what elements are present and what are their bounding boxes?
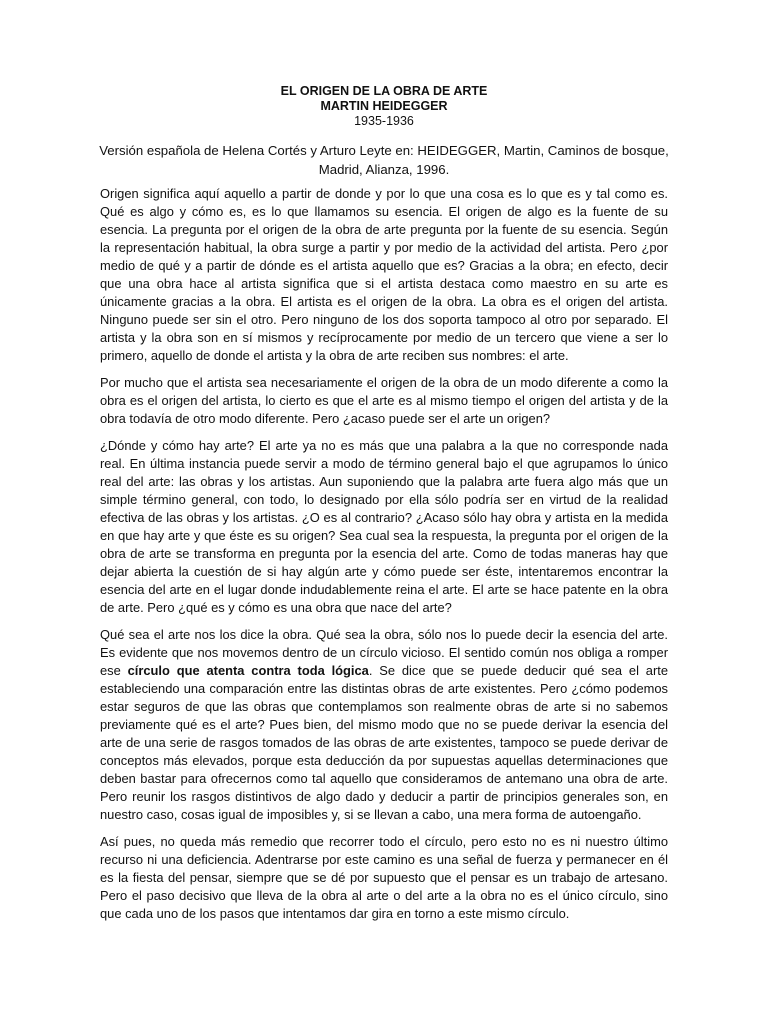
version-note: Versión española de Helena Cortés y Arturo Leyte en: HEIDEGGER, Martin, Caminos de bosque, Madrid, Alianza, 1996. <box>99 143 669 177</box>
document-years: 1935-1936 <box>354 114 414 128</box>
document-title: EL ORIGEN DE LA OBRA DE ARTE <box>280 84 488 98</box>
paragraph-4-start: Qué sea el arte nos los dice la obra. Qué sea la obra, sólo nos lo puede decir la esencia del arte. Es evidente que nos movemos dentro de un círculo vicioso. El sentido común nos obliga a romper ese <box>100 627 668 678</box>
paragraph-5: Así pues, no queda más remedio que recorrer todo el círculo, pero esto no es ni nuestro último recurso ni una deficiencia. Adentrarse por este camino es una señal de fuerza y permanecer en él es la fiesta del pensar, siempre que se dé por supuesto que el pensar es un trabajo de artesano. Pero el paso decisivo que lleva de la obra al arte o del arte a la obra no es el único círculo, sino que cada uno de los pasos que intentamos dar gira en torno a este mismo círculo. <box>100 834 668 921</box>
paragraph-4 <box>100 626 668 824</box>
title-block <box>100 84 668 129</box>
paragraph-4-end: . Se dice que se puede deducir qué sea el arte estableciendo una comparación entre las distintas obras de arte existentes. Pero ¿cómo podemos estar seguros de que las obras que contemplamos son realmente obras de arte si no sabemos previamente qué es el arte? Pues bien, del mismo modo que no se puede derivar la esencia del arte de una serie de rasgos tomados de las obras de arte existentes, tampoco se puede derivar de conceptos más elevados, porque esta deducción da por supuestas aquellas determinaciones que deben bastar para ofrecernos como tal aquello que consideramos de antemano una obra de arte. Pero reunir los rasgos distintivos de algo dado y deducir a partir de principios generales son, en nuestro caso, cosas igual de imposibles y, si se llevan a cabo, una mera forma de autoengaño. <box>100 663 668 822</box>
document-page <box>100 84 668 923</box>
paragraph-4-emphasis: círculo que atenta contra toda lógica <box>127 663 369 678</box>
document-author: MARTIN HEIDEGGER <box>320 99 448 113</box>
paragraph-2: Por mucho que el artista sea necesariamente el origen de la obra de un modo diferente a como la obra es el origen del artista, lo cierto es que el arte es al mismo tiempo el origen del artista y de la obra todavía de otro modo diferente. Pero ¿acaso puede ser el arte un origen? <box>100 375 668 426</box>
paragraph-1: Origen significa aquí aquello a partir de donde y por lo que una cosa es lo que es y tal como es. Qué es algo y cómo es, es lo que llamamos su esencia. El origen de algo es la fuente de su esencia. La pregunta por el origen de la obra de arte pregunta por la fuente de su esencia. Según la representación habitual, la obra surge a partir y por medio de la actividad del artista. Pero ¿por medio de qué y a partir de dónde es el artista aquello que es? Gracias a la obra; en efecto, decir que una obra hace al artista significa que si el artista destaca como maestro en su arte es únicamente gracias a la obra. El artista es el origen de la obra. La obra es el origen del artista. Ninguno puede ser sin el otro. Pero ninguno de los dos soporta tampoco al otro por separado. El artista y la obra son en sí mismos y recíprocamente por medio de un tercero que viene a ser lo primero, aquello de donde el artista y la obra de arte reciben sus nombres: el arte. <box>100 186 668 363</box>
paragraph-3: ¿Dónde y cómo hay arte? El arte ya no es más que una palabra a la que no corresponde nada real. En última instancia puede servir a modo de término general bajo el que agrupamos lo único real del arte: las obras y los artistas. Aun suponiendo que la palabra arte fuera algo más que un simple término general, con todo, lo designado por ella sólo podría ser en virtud de la realidad efectiva de las obras y los artistas. ¿O es al contrario? ¿Acaso sólo hay obra y artista en la medida en que hay arte y que éste es su origen? Sea cual sea la respuesta, la pregunta por el origen de la obra de arte se transforma en pregunta por la esencia del arte. Como de todas maneras hay que dejar abierta la cuestión de si hay algún arte y cómo puede ser éste, intentaremos encontrar la esencia del arte en el lugar donde indudablemente reina el arte. El arte se hace patente en la obra de arte. Pero ¿qué es y cómo es una obra que nace del arte? <box>100 438 668 615</box>
